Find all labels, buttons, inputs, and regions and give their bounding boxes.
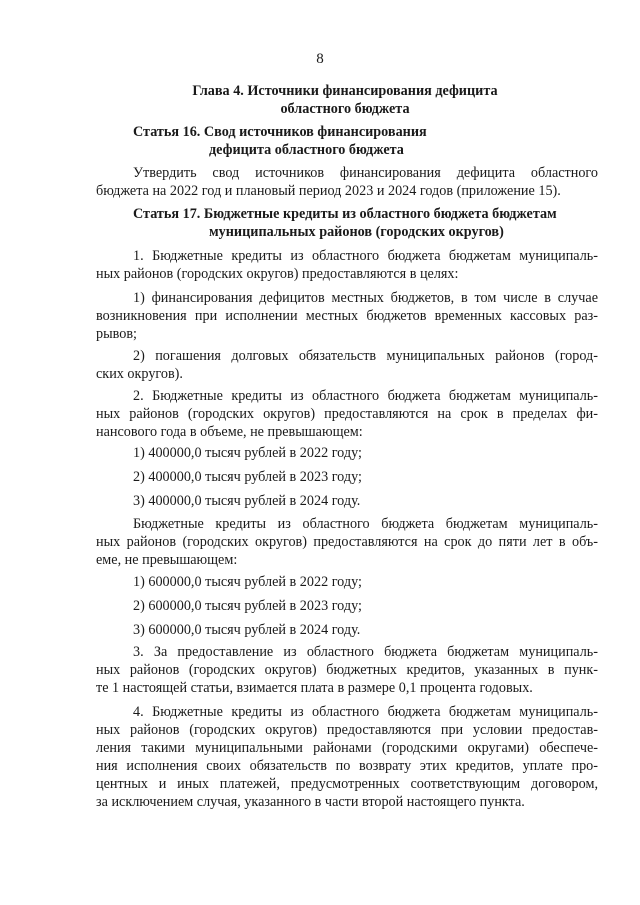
article-17-heading-line-1: Статья 17. Бюджетные кредиты из областного бюджета бюджетам [133,206,557,222]
list-item: 1) 400000,0 тысяч рублей в 2022 году; [133,445,362,461]
list-item: 2) 600000,0 тысяч рублей в 2023 году; [133,598,362,614]
list-item: 3) 600000,0 тысяч рублей в 2024 году. [133,622,361,638]
list-item: 2) 400000,0 тысяч рублей в 2023 году; [133,469,362,485]
text-line: Бюджетные кредиты из областного бюджета бюджетам муниципаль- [133,516,598,532]
paragraph-1-item-1 [96,289,598,343]
text-line: 4. Бюджетные кредиты из областного бюджета бюджетам муниципаль- [133,704,598,720]
text-line: ных районов (городских округов) предоставляются в целях: [96,266,459,282]
text-line: 1) финансирования дефицитов местных бюджетов, в том числе в случае [133,290,598,306]
page-number: 8 [316,51,324,67]
text-line: ления такими муниципальными районами (городскими округами) обеспече- [96,740,598,756]
article-16-paragraph [96,164,598,200]
text-line: те 1 настоящей статьи, взимается плата в размере 0,1 процента годовых. [96,680,533,696]
text-line: 2) погашения долговых обязательств муниципальных районов (город- [133,348,598,364]
article-17-heading-line-2: муниципальных районов (городских округов) [209,224,504,240]
list-item: 3) 400000,0 тысяч рублей в 2024 году. [133,493,361,509]
text-line: ния исполнения своих обязательств по возврату этих кредитов, уплате про- [96,758,598,774]
paragraph-3 [96,643,598,697]
text-line: рывов; [96,326,137,342]
article-16-heading-line-2: дефицита областного бюджета [209,142,404,158]
paragraph-2 [96,387,598,441]
text-line: ных районов (городских округов) предоставляются на срок в пределах фи- [96,406,598,422]
text-line: 1. Бюджетные кредиты из областного бюджета бюджетам муниципаль- [133,248,598,264]
paragraph-2-continued [96,515,598,569]
paragraph-1 [96,247,598,283]
text-line: возникновения при исполнении местных бюджетов временных кассовых раз- [96,308,598,324]
text-line: 2. Бюджетные кредиты из областного бюджета бюджетам муниципаль- [133,388,598,404]
paragraph-4 [96,703,598,811]
text-line: за исключением случая, указанного в части второй настоящего пункта. [96,794,525,810]
paragraph-1-item-2 [96,347,598,383]
chapter-heading [60,82,630,118]
text-line: еме, не превышающем: [96,552,238,568]
article-16-heading [133,123,427,159]
text-line: ных районов (городских округов) предоставляются при условии предостав- [96,722,598,738]
text-line: ных районов (городских округов) бюджетных кредитов, указанных в пунк- [96,662,598,678]
text-line: бюджета на 2022 год и плановый период 2023 и 2024 годов (приложение 15). [96,183,561,199]
list-item: 1) 600000,0 тысяч рублей в 2022 году; [133,574,362,590]
text-line: ных районов (городских округов) предоставляются на срок до пяти лет в объ- [96,534,598,550]
article-16-heading-line-1: Статья 16. Свод источников финансирования [133,124,427,140]
chapter-heading-line-2: областного бюджета [280,101,410,117]
text-line: центных и иных платежей, предусмотренных соответствующим договором, [96,776,598,792]
chapter-heading-line-1: Глава 4. Источники финансирования дефицита [192,83,498,99]
text-line: Утвердить свод источников финансирования дефицита областного [133,165,598,181]
text-line: ских округов). [96,366,183,382]
article-17-heading [133,205,557,241]
text-line: нансового года в объеме, не превышающем: [96,424,363,440]
text-line: 3. За предоставление из областного бюджета бюджетам муниципаль- [133,644,598,660]
